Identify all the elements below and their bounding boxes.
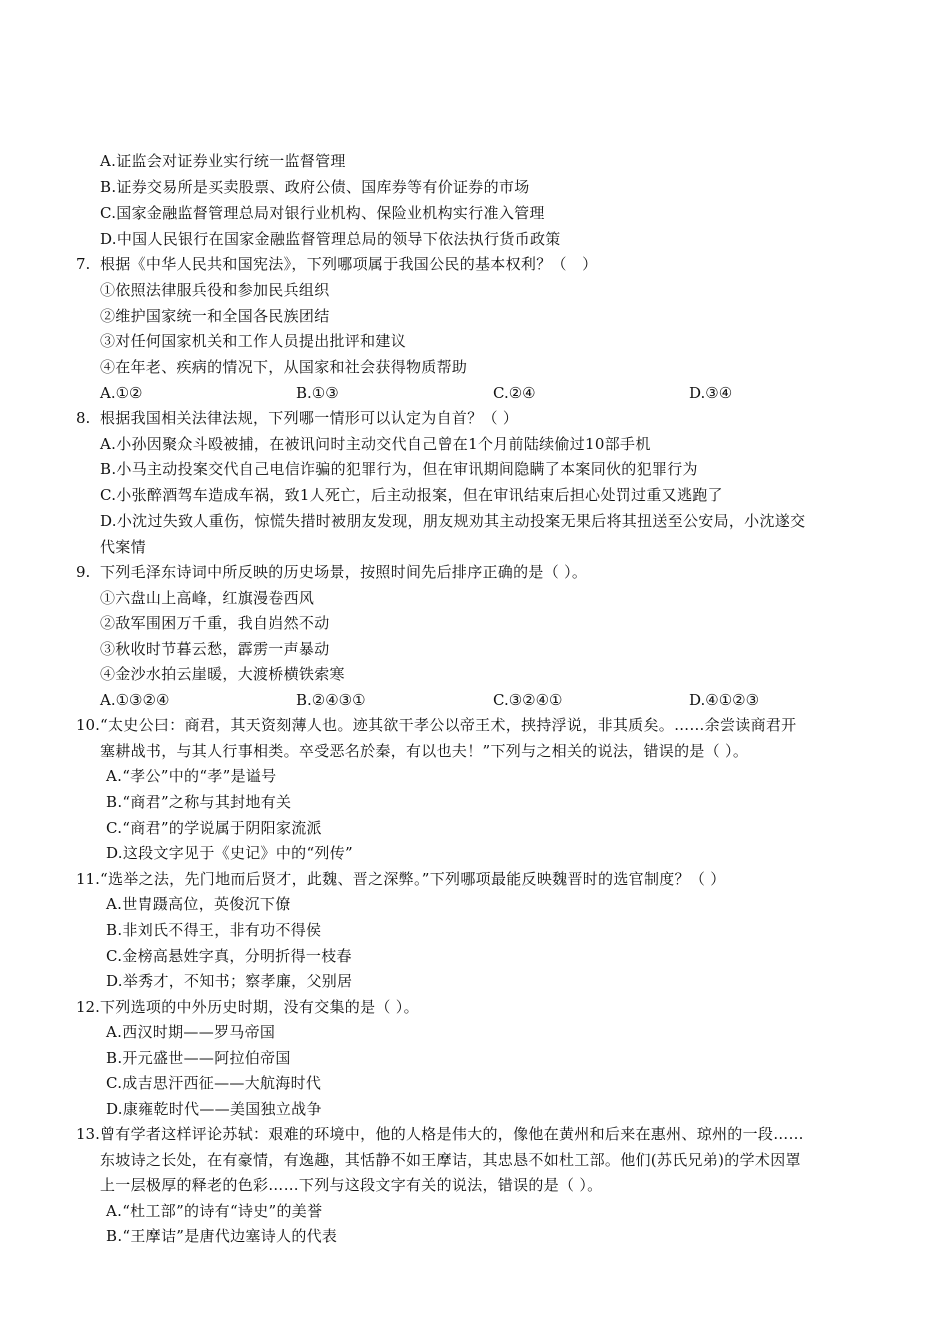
q7-stem: 根据《中华人民共和国宪法》，下列哪项属于我国公民的基本权利？（ ） — [100, 255, 598, 273]
q12-option-d: D.康雍乾时代——美国独立战争 — [106, 1100, 322, 1118]
q8-option-d: D.小沈过失致人重伤，惊慌失措时被朋友发现，朋友规劝其主动投案无果后将其扭送至公安局，小沈遂交 — [100, 512, 806, 530]
q6-option-d: D.中国人民银行在国家金融监督管理总局的领导下依法执行货币政策 — [100, 230, 561, 248]
q7-item-1: ①依照法律服兵役和参加民兵组织 — [100, 281, 330, 299]
q8-option-c: C.小张醉酒驾车造成车祸，致1人死亡，后主动报案，但在审讯结束后担心处罚过重又逃跑了 — [100, 486, 723, 504]
q11-option-b: B.非刘氏不得王，非有功不得侯 — [106, 921, 322, 939]
q6-option-c: C.国家金融监督管理总局对银行业机构、保险业机构实行准入管理 — [100, 204, 545, 222]
q7-option-d: D.③④ — [689, 384, 733, 402]
q7-number: 7. — [76, 255, 91, 273]
q9-item-1: ①六盘山上高峰，红旗漫卷西风 — [100, 589, 315, 607]
q8-option-d-cont: 代案情 — [100, 538, 146, 556]
q9-option-d: D.④①②③ — [689, 691, 760, 709]
q9-item-4: ④金沙水拍云崖暖，大渡桥横铁索寒 — [100, 665, 345, 683]
q9-item-2: ②敌军围困万千重，我自岿然不动 — [100, 614, 330, 632]
q6-option-b: B.证券交易所是买卖股票、政府公债、国库券等有价证券的市场 — [100, 178, 530, 196]
q9-option-b: B.②④③① — [296, 691, 366, 709]
q11-stem: “选举之法，先门地而后贤才，此魏、晋之深弊。”下列哪项最能反映魏晋时的选官制度？（ ） — [100, 870, 726, 888]
q13-option-a: A.“杜工部”的诗有“诗史”的美誉 — [106, 1202, 323, 1220]
q6-option-a: A.证监会对证券业实行统一监督管理 — [100, 152, 346, 170]
q10-option-b: B.“商君”之称与其封地有关 — [106, 793, 292, 811]
q12-option-b: B.开元盛世——阿拉伯帝国 — [106, 1049, 291, 1067]
q13-number: 13. — [76, 1125, 100, 1143]
q10-number: 10. — [76, 716, 100, 734]
q7-option-b: B.①③ — [296, 384, 339, 402]
q13-option-b: B.“王摩诘”是唐代边塞诗人的代表 — [106, 1227, 338, 1245]
q7-item-4: ④在年老、疾病的情况下，从国家和社会获得物质帮助 — [100, 358, 468, 376]
q10-option-d: D.这段文字见于《史记》中的“列传” — [106, 844, 353, 862]
q7-option-c: C.②④ — [493, 384, 536, 402]
q12-number: 12. — [76, 998, 100, 1016]
q8-option-a: A.小孙因聚众斗殴被捕，在被讯问时主动交代自己曾在1个月前陆续偷过10部手机 — [100, 435, 651, 453]
q10-option-a: A.“孝公”中的“孝”是谥号 — [106, 767, 277, 785]
q11-option-a: A.世胄蹑高位，英俊沉下僚 — [106, 895, 291, 913]
q11-option-d: D.举秀才，不知书；察孝廉，父别居 — [106, 972, 353, 990]
q9-stem: 下列毛泽东诗词中所反映的历史场景，按照时间先后排序正确的是（ ）。 — [100, 563, 588, 581]
q9-item-3: ③秋收时节暮云愁，霹雳一声暴动 — [100, 640, 330, 658]
q9-option-a: A.①③②④ — [100, 691, 170, 709]
q10-stem-line-1: “太史公曰：商君，其天资刻薄人也。迹其欲干孝公以帝王术，挟持浮说，非其质矣。……余尝读商君开 — [100, 716, 797, 734]
q10-stem-line-2: 塞耕战书，与其人行事相类。卒受恶名於秦，有以也夫！”下列与之相关的说法，错误的是（ ）。 — [100, 742, 749, 760]
q12-option-c: C.成吉思汗西征——大航海时代 — [106, 1074, 322, 1092]
q7-option-a: A.①② — [100, 384, 143, 402]
q11-number: 11. — [76, 870, 100, 888]
q7-item-3: ③对任何国家机关和工作人员提出批评和建议 — [100, 332, 407, 350]
q13-stem-line-1: 曾有学者这样评论苏轼：艰难的环境中，他的人格是伟大的，像他在黄州和后来在惠州、琼州的一段…… — [100, 1125, 804, 1143]
q12-stem: 下列选项的中外历史时期，没有交集的是（ ）。 — [100, 998, 419, 1016]
q13-stem-line-2: 东坡诗之长处，在有豪情，有逸趣，其恬静不如王摩诘，其忠恳不如杜工部。他们(苏氏兄弟)的学术因罩 — [100, 1151, 801, 1169]
q11-option-c: C.金榜高悬姓字真，分明折得一枝春 — [106, 947, 352, 965]
q10-option-c: C.“商君”的学说属于阴阳家流派 — [106, 819, 322, 837]
q7-item-2: ②维护国家统一和全国各民族团结 — [100, 307, 330, 325]
q8-option-b: B.小马主动投案交代自己电信诈骗的犯罪行为，但在审讯期间隐瞒了本案同伙的犯罪行为 — [100, 460, 698, 478]
q8-number: 8. — [76, 409, 91, 427]
q9-option-c: C.③②④① — [493, 691, 563, 709]
q9-number: 9. — [76, 563, 91, 581]
q8-stem: 根据我国相关法律法规，下列哪一情形可以认定为自首？（ ） — [100, 409, 519, 427]
q13-stem-line-3: 上一层极厚的释老的色彩……下列与这段文字有关的说法，错误的是（ ）。 — [100, 1176, 603, 1194]
q12-option-a: A.西汉时期——罗马帝国 — [106, 1023, 276, 1041]
